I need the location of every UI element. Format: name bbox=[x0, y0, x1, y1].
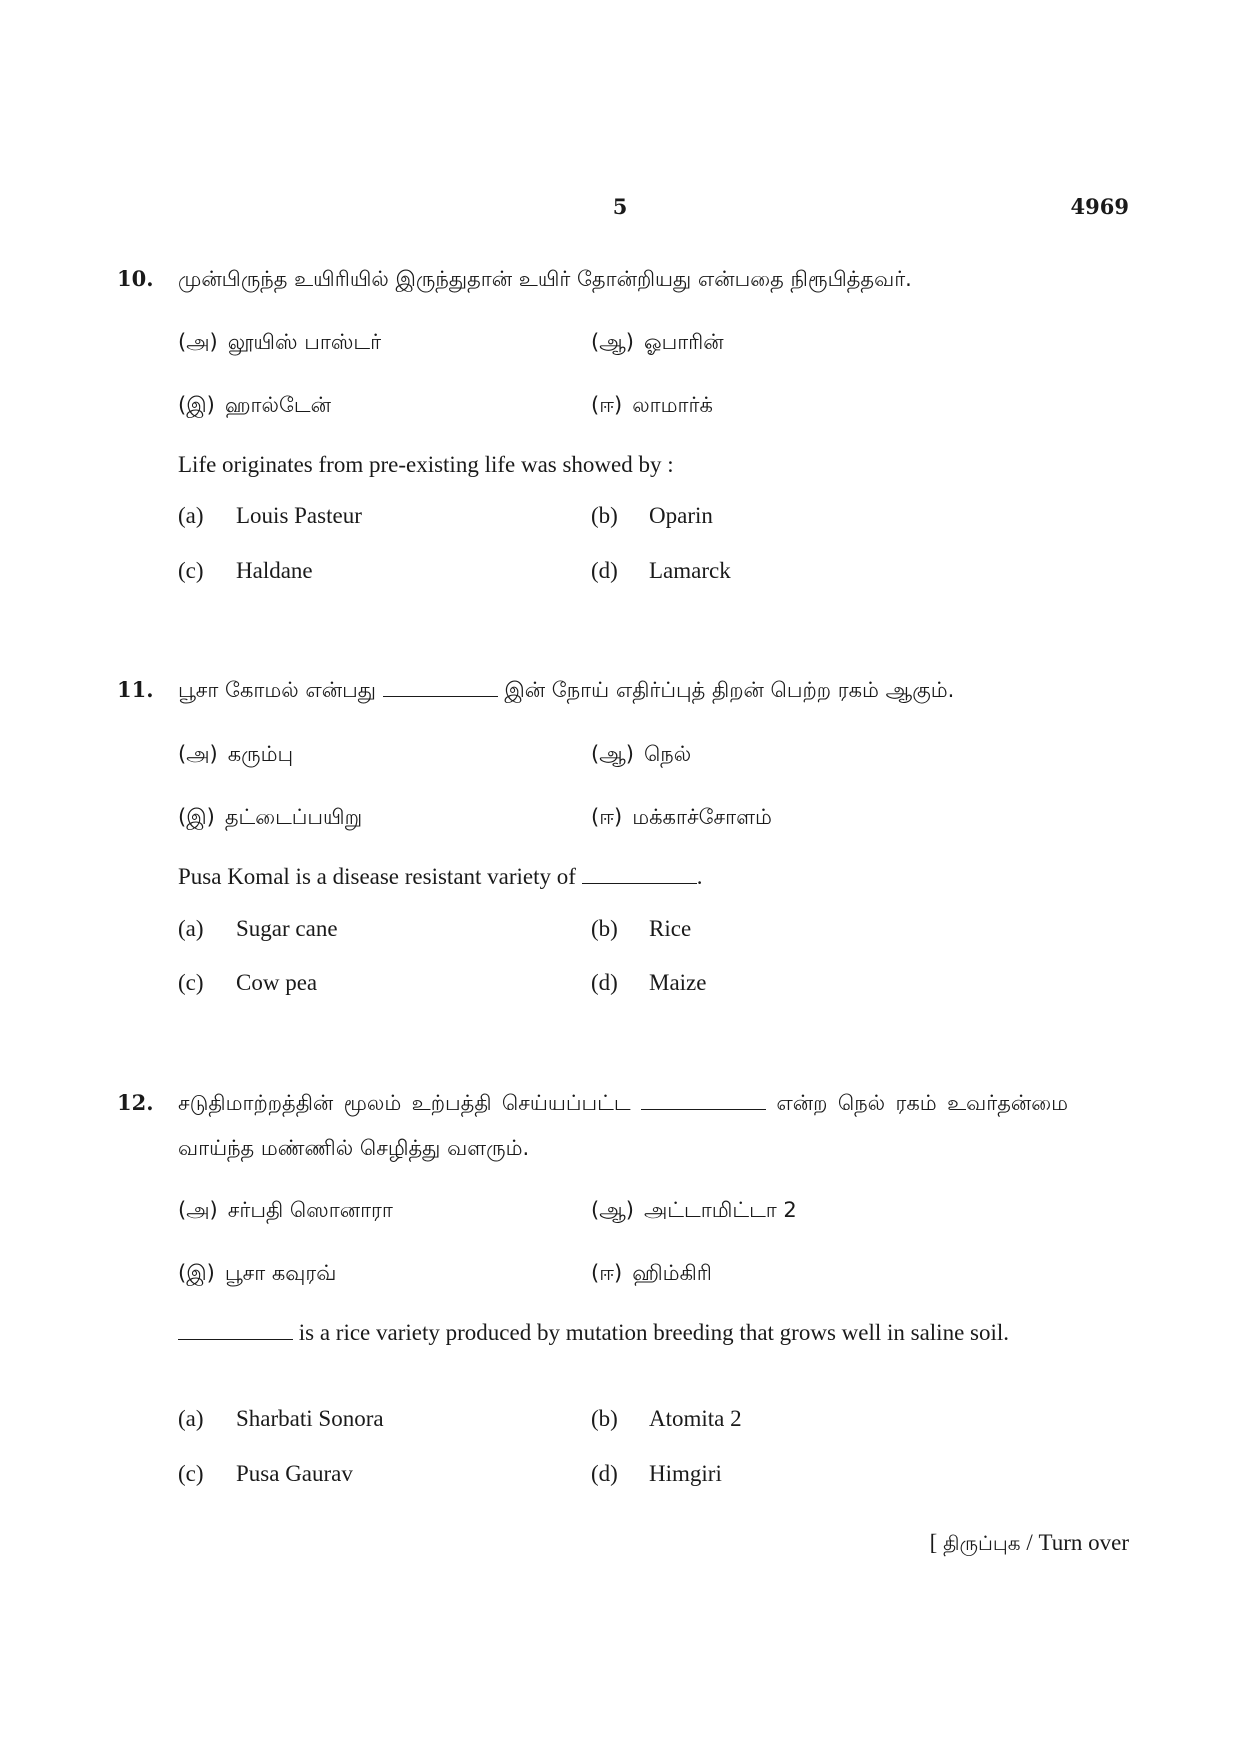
answer-blank bbox=[582, 863, 697, 884]
question-10-english-option-d: (d) Lamarck bbox=[591, 558, 731, 583]
question-10-english-option-a: (a) Louis Pasteur bbox=[178, 503, 362, 528]
question-10-tamil-option-b: (ஆ) ஓபாரின் bbox=[591, 330, 724, 354]
question-10-tamil: முன்பிருந்த உயிரியில் இருந்துதான் உயிர் தோன்றியது என்பதை நிரூபித்தவர். bbox=[178, 267, 912, 291]
question-11-tamil-option-d: (ஈ) மக்காச்சோளம் bbox=[591, 805, 772, 829]
question-11-tamil-option-a: (அ) கரும்பு bbox=[178, 742, 294, 766]
question-11-tamil: பூசா கோமல் என்பது இன் நோய் எதிர்ப்புத் திறன் பெற்ற ரகம் ஆகும். bbox=[178, 678, 955, 702]
question-11-english-option-c: (c) Cow pea bbox=[178, 970, 318, 995]
answer-blank bbox=[641, 1089, 766, 1110]
question-11-tamil-option-b: (ஆ) நெல் bbox=[591, 742, 692, 766]
question-12-tamil-option-c: (இ) பூசா கவுரவ் bbox=[178, 1261, 337, 1285]
question-12-tamil: சடுதிமாற்றத்தின் மூலம் உற்பத்தி செய்யப்பட்ட என்ற நெல் ரகம் உவர்தன்மை வாய்ந்த மண்ணில் செழித்து வளரும். bbox=[178, 1091, 1069, 1160]
question-12-tamil-option-a: (அ) சர்பதி ஸொனாரா bbox=[178, 1198, 393, 1222]
question-10-english-option-c: (c) Haldane bbox=[178, 558, 313, 583]
question-11-tamil-option-c: (இ) தட்டைப்பயிறு bbox=[178, 805, 363, 829]
question-10-english: Life originates from pre-existing life was showed by : bbox=[178, 452, 674, 477]
paper-code: 4969 bbox=[1070, 194, 1129, 219]
question-10-english-option-b: (b) Oparin bbox=[591, 503, 713, 528]
page-number: 5 bbox=[612, 194, 628, 219]
question-11-english-option-a: (a) Sugar cane bbox=[178, 916, 338, 941]
answer-blank bbox=[383, 676, 498, 697]
question-11-number: 11. bbox=[117, 677, 154, 702]
question-10-tamil-option-a: (அ) லூயிஸ் பாஸ்டர் bbox=[178, 330, 382, 354]
question-10-tamil-option-c: (இ) ஹால்டேன் bbox=[178, 393, 331, 417]
question-12-english-option-c: (c) Pusa Gaurav bbox=[178, 1461, 353, 1486]
question-11-english-option-d: (d) Maize bbox=[591, 970, 707, 995]
question-12-english-option-d: (d) Himgiri bbox=[591, 1461, 722, 1486]
question-12-tamil-option-d: (ஈ) ஹிம்கிரி bbox=[591, 1261, 712, 1285]
question-11-english-option-b: (b) Rice bbox=[591, 916, 692, 941]
question-11-english: Pusa Komal is a disease resistant variety of . bbox=[178, 864, 703, 889]
answer-blank bbox=[178, 1319, 293, 1340]
question-10-number: 10. bbox=[117, 266, 154, 291]
question-12-number: 12. bbox=[117, 1090, 154, 1115]
question-12-english: is a rice variety produced by mutation breeding that grows well in saline soil. bbox=[178, 1316, 1068, 1350]
question-12-english-option-a: (a) Sharbati Sonora bbox=[178, 1406, 384, 1431]
question-12-english-option-b: (b) Atomita 2 bbox=[591, 1406, 742, 1431]
turn-over-note: [ திருப்புக / Turn over bbox=[929, 1530, 1129, 1555]
question-12-tamil-option-b: (ஆ) அட்டாமிட்டா 2 bbox=[591, 1198, 797, 1222]
question-10-tamil-option-d: (ஈ) லாமார்க் bbox=[591, 393, 713, 417]
